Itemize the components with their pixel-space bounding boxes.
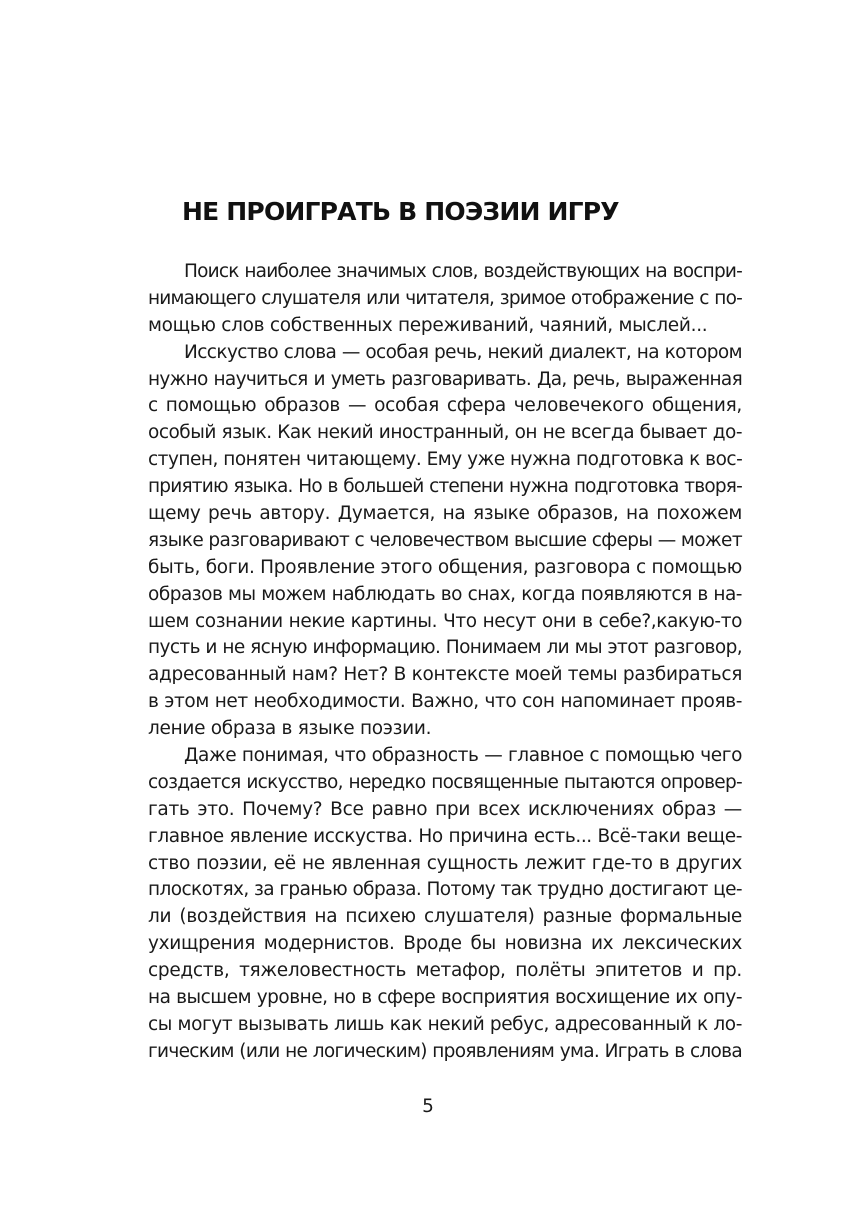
text-line: приятию языка. Но в большей степени нужна подготовка творя- xyxy=(148,476,742,498)
page-number: 5 xyxy=(422,1096,434,1117)
text-line: средств, тяжеловестность метафор, полёты эпитетов и пр. xyxy=(148,960,742,982)
text-line: ступен, понятен читающему. Ему уже нужна подготовка к вос- xyxy=(148,449,743,471)
chapter-title: НЕ ПРОИГРАТЬ В ПОЭЗИИ ИГРУ xyxy=(182,197,619,226)
text-line: языке разговаривают с человечеством высшие сферы — может xyxy=(148,529,742,551)
text-line: нужно научиться и уметь разговаривать. Да, речь, выраженная xyxy=(148,368,742,390)
text-line: Поиск наиболее значимых слов, воздействующих на воспри- xyxy=(184,261,742,282)
text-line: ление образа в языке поэзии. xyxy=(148,718,432,740)
text-line: создается искусство, нередко посвященные пытаются опровер- xyxy=(148,771,742,793)
text-line: на высшем уровне, но в сфере восприятия восхищение их опу- xyxy=(148,987,742,1009)
text-line: гическим (или не логическим) проявлениям ума. Играть в слова xyxy=(148,1040,742,1062)
text-line: мощью слов собственных переживаний, чаяний, мыслей... xyxy=(148,314,708,336)
text-line: щему речь автору. Думается, на языке образов, на похожем xyxy=(148,503,742,525)
text-line: нимающего слушателя или читателя, зримое отображение с по- xyxy=(148,287,742,309)
text-line: ство поэзии, её не явленная сущность лежит где-то в других xyxy=(148,852,742,874)
text-line: Даже понимая, что образность — главное с помощью чего xyxy=(184,745,742,767)
text-line: Исскуство слова — особая речь, некий диалект, на котором xyxy=(184,341,742,363)
text-line: ли (воздействия на психею слушателя) разные формальные xyxy=(148,906,742,928)
text-line: ухищрения модернистов. Вроде бы новизна их лексических xyxy=(148,933,742,955)
paragraph xyxy=(148,259,742,340)
text-line: с помощью образов — особая сфера человечекого общения, xyxy=(148,395,742,417)
text-line: сы могут вызывать лишь как некий ребус, адресованный к ло- xyxy=(148,1013,742,1035)
text-line: адресованный нам? Нет? В контексте моей темы разбираться xyxy=(148,664,743,686)
text-line: шем сознании некие картины. Что несут они в себе?,какую-то xyxy=(148,610,742,632)
text-line: гать это. Почему? Все равно при всех исключениях образ — xyxy=(148,798,742,820)
text-line: быть, боги. Проявление этого общения, разговора с помощью xyxy=(148,556,742,578)
text-line: плоскотях, за гранью образа. Потому так трудно достигают це- xyxy=(148,879,742,901)
paragraph xyxy=(148,743,742,1066)
paragraph xyxy=(148,340,742,743)
body-text xyxy=(148,259,742,1066)
text-line: в этом нет необходимости. Важно, что сон напоминает прояв- xyxy=(148,691,742,713)
text-line: образов мы можем наблюдать во снах, когда появляются в на- xyxy=(148,583,742,605)
text-line: особый язык. Как некий иностранный, он не всегда бывает до- xyxy=(148,422,742,444)
text-line: пусть и не ясную информацию. Понимаем ли мы этот разговор, xyxy=(148,637,742,659)
text-line: главное явление исскуства. Но причина есть... Всё-таки веще- xyxy=(148,825,742,847)
